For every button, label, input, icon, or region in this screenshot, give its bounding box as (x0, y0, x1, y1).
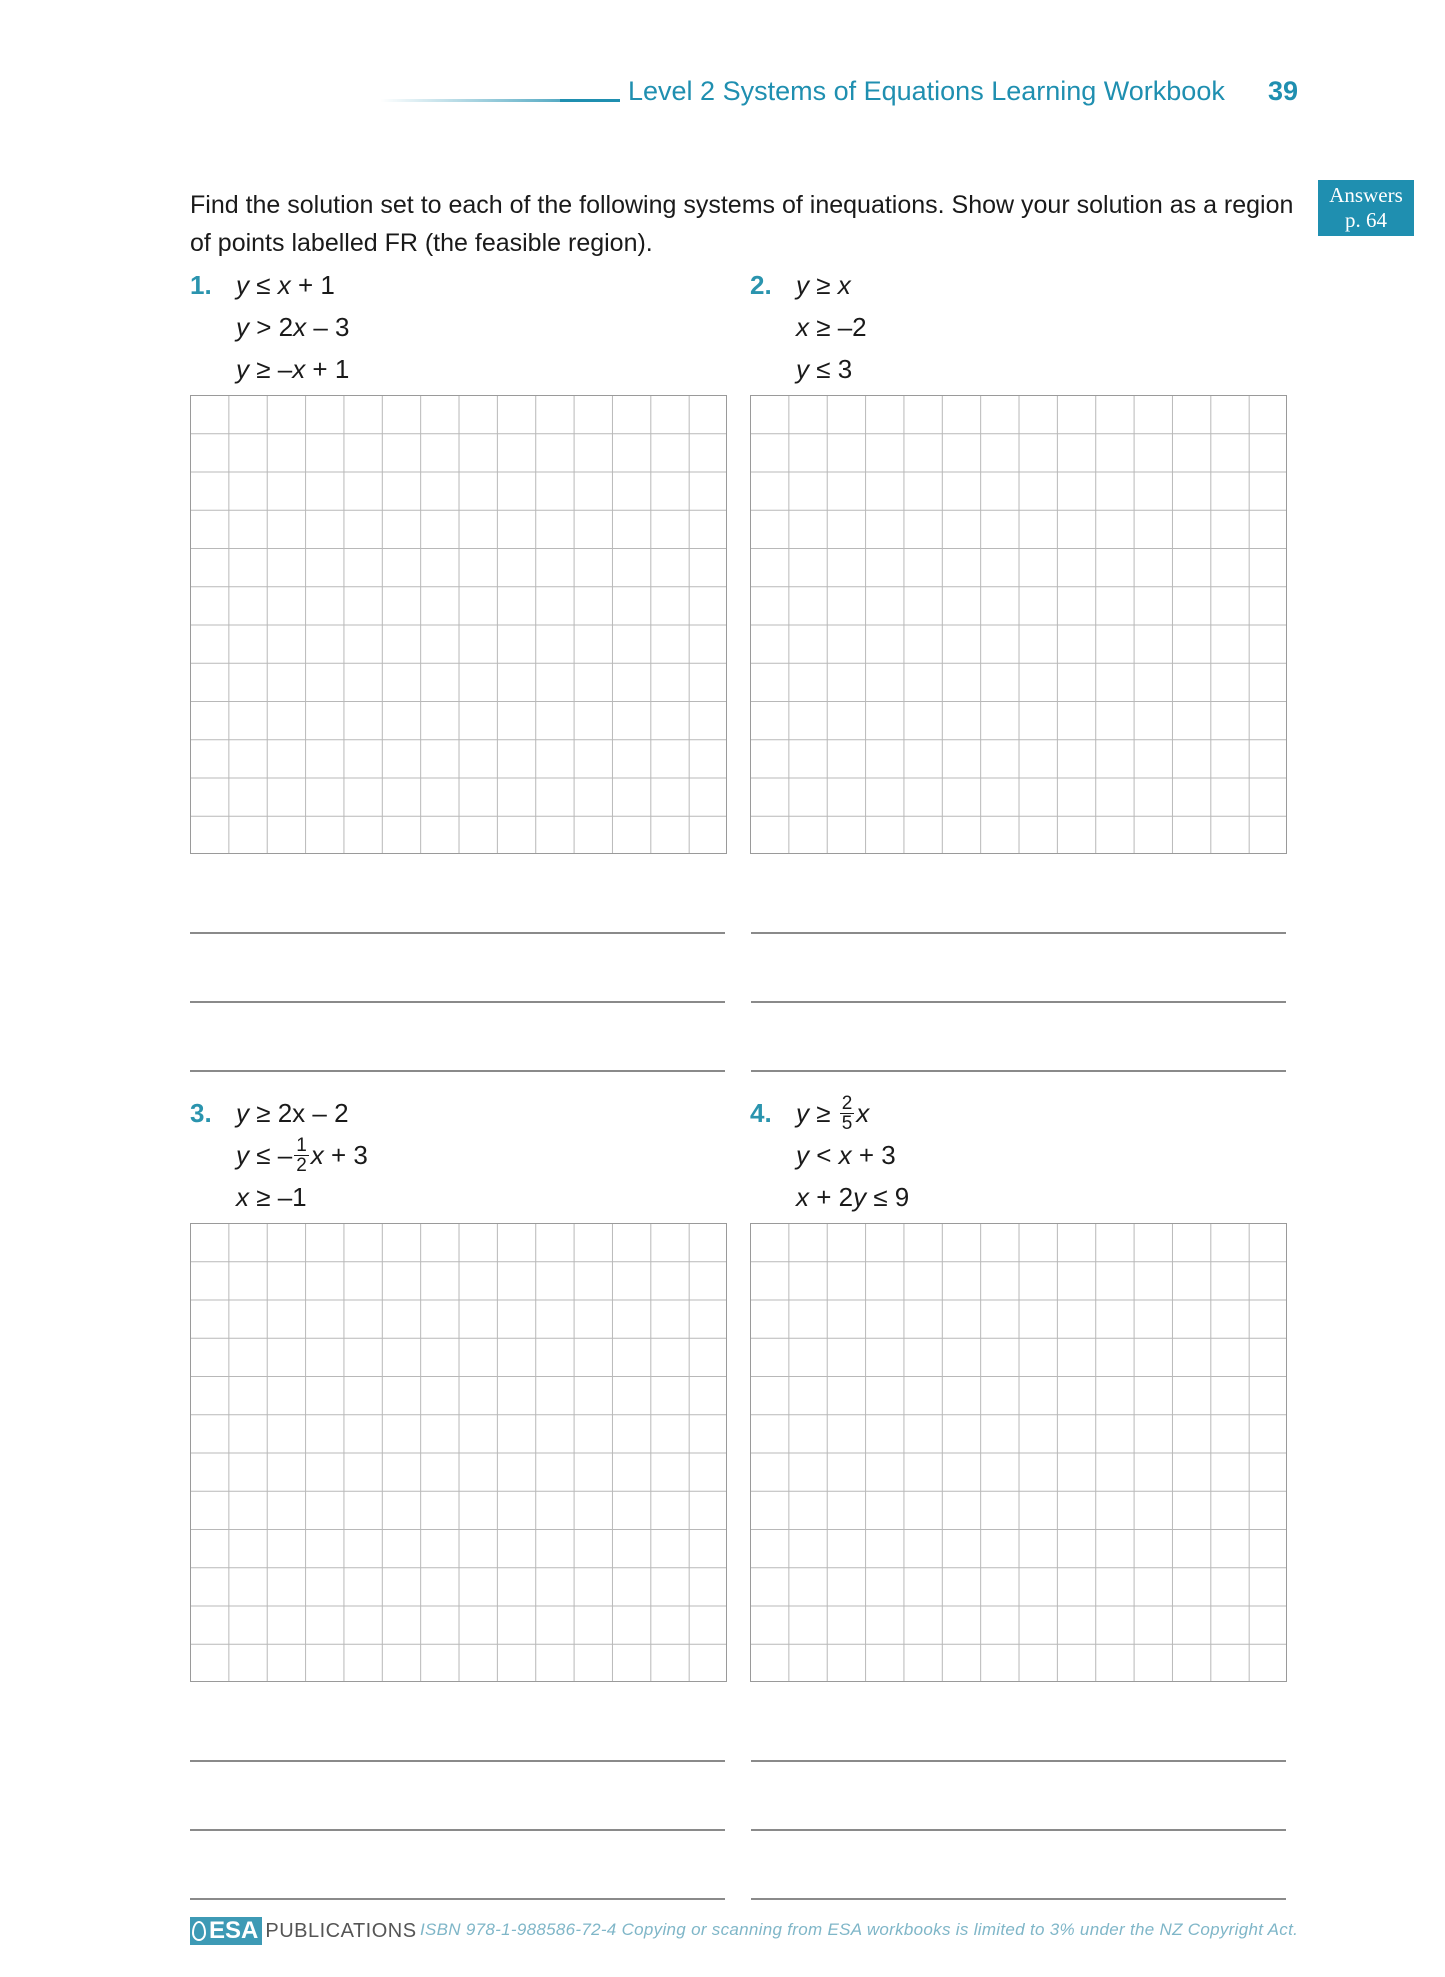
answer-line[interactable] (751, 1829, 1286, 1831)
workbook-title: Level 2 Systems of Equations Learning Workbook (628, 76, 1225, 106)
graph-grid-1[interactable] (190, 395, 727, 854)
answer-line[interactable] (751, 1898, 1286, 1900)
answer-line[interactable] (190, 1829, 725, 1831)
problem-1 (190, 264, 690, 394)
fraction: $\frac{1}{2}$ (296, 1134, 307, 1176)
inequation: x + 2y ≤ 9 (796, 1182, 910, 1212)
answer-line[interactable] (190, 932, 725, 934)
inequation: x ≥ –1 (236, 1182, 307, 1212)
fraction: $\frac{2}{5}$ (841, 1092, 853, 1134)
answer-line[interactable] (190, 1898, 725, 1900)
problem-number: 2. (750, 270, 772, 300)
problem-4 (750, 1092, 1250, 1222)
answer-line[interactable] (751, 932, 1286, 934)
inequation: y < x + 3 (796, 1140, 896, 1170)
inequation: y ≥ $\frac{2}{5}$ x (796, 1092, 870, 1134)
inequation: y ≥ 2x – 2 (236, 1098, 349, 1128)
inequation: y ≤ 3 (796, 354, 853, 384)
inequation: x ≥ –2 (796, 312, 867, 342)
instructions: Find the solution set to each of the following systems of inequations. Show your solution as a region of points labelled FR (the feasible region). (190, 191, 1294, 257)
logo-text: ESA (209, 1917, 259, 1944)
inequation: y ≥ –x + 1 (236, 354, 350, 384)
answer-line[interactable] (190, 1760, 725, 1762)
problem-number: 1. (190, 270, 212, 300)
answer-line[interactable] (751, 1001, 1286, 1003)
copyright-note: ISBN 978-1-988586-72-4 Copying or scanning from ESA workbooks is limited to 3% under the NZ Copyright Act. (420, 1920, 1299, 1939)
answer-line[interactable] (190, 1001, 725, 1003)
answer-line[interactable] (751, 1070, 1286, 1072)
problem-2 (750, 264, 1250, 394)
problem-number: 3. (190, 1098, 212, 1128)
answer-line[interactable] (190, 1070, 725, 1072)
answers-page: p. 64 (1345, 208, 1387, 232)
logo-suffix: PUBLICATIONS (265, 1919, 417, 1942)
inequation: y ≥ x (796, 270, 851, 300)
inequation: y ≤ – $\frac{1}{2}$ x + 3 (236, 1134, 368, 1176)
graph-grid-2[interactable] (750, 395, 1287, 854)
answers-label: Answers (1329, 183, 1403, 207)
inequation: y ≤ x + 1 (236, 270, 335, 300)
problem-number: 4. (750, 1098, 772, 1128)
answers-badge[interactable] (1318, 180, 1414, 236)
answer-line[interactable] (751, 1760, 1286, 1762)
header-rule-solid (560, 99, 620, 102)
graph-grid-3[interactable] (190, 1223, 727, 1682)
problem-3 (190, 1092, 690, 1222)
page-number: 39 (1268, 76, 1299, 106)
leaf-icon (192, 1921, 206, 1941)
logo-box (190, 1917, 262, 1945)
graph-grid-4[interactable] (750, 1223, 1287, 1682)
inequation: y > 2x – 3 (236, 312, 350, 342)
esa-logo (190, 1916, 417, 1946)
